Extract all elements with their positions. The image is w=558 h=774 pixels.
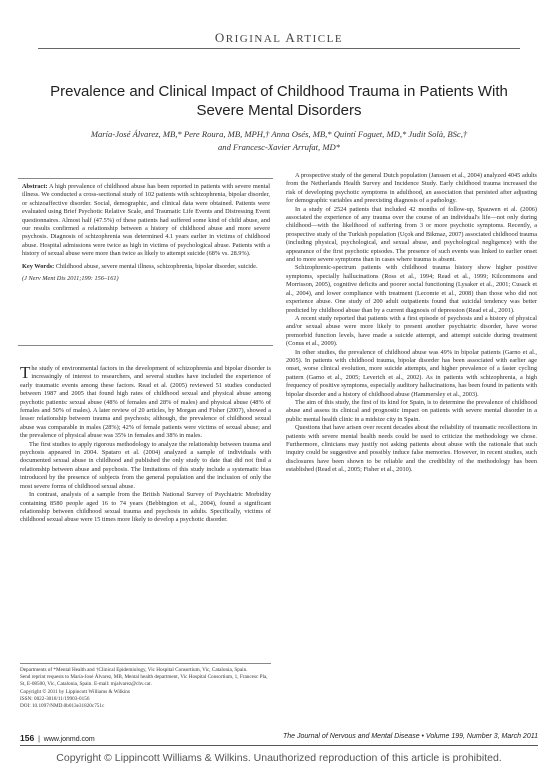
keywords: [22, 263, 270, 271]
section-word: RTICLE: [296, 33, 344, 45]
journal-url[interactable]: www.jonmd.com: [43, 736, 95, 743]
abstract: [22, 183, 270, 283]
citation: (J Nerv Ment Dis 2011;199: 156–161): [22, 275, 119, 283]
abstract-label: Abstract:: [22, 183, 48, 190]
footnote: DOI: 10.1097/NMD.0b013e31820c751c: [20, 703, 105, 710]
copyright-notice: Copyright © Lippincott Williams & Wilkins. Unauthorized reproduction of this article is prohibited.: [56, 752, 502, 764]
paragraph: In other studies, the prevalence of childhood abuse was 49% in bipolar patients (Garno et al., 2005). In patients with childhood trauma, bipolar disorder has been associated with earlier age onset, worse clinical evolution, more suicide attempts, and higher prevalence of a faster cycling pattern (Garno et al., 2005; Leverich et al., 2002). As in patients with schizophrenia, a high frequency of positive symptoms, especially auditory hallucinations, has been found in patients with bipolar disorder and a history of childhood abuse (Hammersley et al., 2003).: [286, 348, 537, 398]
paragraph: Questions that have arisen over recent decades about the reliability of traumatic recollections in patients with severe mental health needs could be used to criticize the methodology we chose. Furthermore, clinicians may justify not asking patients about abuse with the rationale that such inquiry could be suggestive and possibly induce false memories. However, in recent studies, such disclosures have been shown to be reliable and the credibility of the methodology has been established (Read et al., 2005; Fisher et al., 2010).: [286, 424, 537, 474]
footer-rule: [20, 745, 538, 746]
keywords-label: Key Words:: [22, 262, 55, 270]
article-title: Prevalence and Clinical Impact of Childhood Trauma in Patients With Severe Mental Disorders: [50, 83, 508, 119]
paragraph: A recent study reported that patients with a first episode of psychosis and a history of physical and/or sexual abuse were more likely to present another psychiatric disorder, have worse premorbid function levels, have made a suicide attempt, and attempt suicide during treatment (Conus et al., 2009).: [286, 314, 537, 348]
section-header: [0, 30, 558, 46]
paragraph: The first studies to apply rigorous methodology to analyze the relationship between trauma and psychosis appeared in 2004. Spataro et al. (2004) analyzed a sample of individuals with documented sexual abuse in childhood and published the only study to date that did not find a relationship between abuse and psychosis. The limitations of this study include a systematic bias introduced by the presence of subjects from the general population and the inclusion of only the most severe forms of childhood sexual abuse.: [20, 440, 271, 490]
author-line: María-José Álvarez, MB,* Pere Roura, MB, MPH,† Anna Osés, MB,* Quintí Foguet, MD,* Judit Solà, BSc,†: [90, 129, 468, 139]
page-footer: 156 | www.jonmd.com The Journal of Nervous and Mental Disease • Volume 199, Number 3, March 2011: [20, 733, 538, 743]
header-rule: [38, 48, 520, 49]
abstract-text: A high prevalence of childhood abuse has been reported in patients with severe mental illness. We conducted a cross-sectional study of 102 patients with schizophrenia, bipolar disorder, or schizoaffective disorder. Social, demographic, and clinical data were obtained. Patients were evaluated using Brief Psychotic Relative Scale, and Traumatic Life Events and Distressing Event questionnaires. Almost half (47.5%) of these patients had suffered some kind of child abuse, and our results confirmed a relationship between a history of childhood abuse and more severe psychosis. Diagnosis of schizophrenia was determined 4.1 years earlier in victims of childhood abuse. Hospital admissions were twice as high in victims of psychological abuse. Patients with a history of sexual abuse were more than twice as likely to attempt suicide (68% vs. 28.9%).: [22, 183, 271, 258]
right-column: [286, 172, 537, 475]
footnote: Departments of *Mental Health and †Clinical Epidemiology, Vic Hospital Consortium, Vic, Catalonia, Spain.: [20, 667, 248, 673]
section-letter: A: [285, 30, 297, 45]
paragraph: The aim of this study, the first of its kind for Spain, is to determine the prevalence of childhood abuse and assess its clinical and prognostic impact on patients with severe mental disorder in a public mental health clinic in a midsize city in Spain.: [286, 398, 537, 423]
footnote: Send reprint requests to María-José Álvarez, MB, Mental health department, Vic Hospital Consortium, 1, Francesc Pla, St, E-08500, Vic, Catalonia, Spain. E-mail: mjalvarez@chv.cat.: [20, 674, 268, 688]
footnote: ISSN: 0022-3018/11/19903-0156: [20, 695, 90, 702]
paragraph: In a study of 2524 patients that included 42 months of follow-up, Spauwen et al. (2006) associated the experience of any trauma over the course of an individual's life—not only during childhood—with the likelihood of suffering from 3 or more psychotic symptoms. Recently, a prospective study of the Turkish population (Uçok and Bikmaz, 2007) associated childhood trauma (including physical, psychological, and sexual abuse, and psychological negligence) with the appearance of the first psychotic episodes. The presence of such events was linked to earlier onset and to more severe symptoms than in cases where trauma is absent.: [286, 205, 537, 264]
drop-cap: T: [20, 363, 31, 382]
section-word: RIGINAL: [225, 33, 282, 45]
author-line: and Francesc-Xavier Arrufat, MD*: [217, 142, 341, 152]
footnotes: [20, 663, 271, 710]
page-number: 156: [20, 733, 35, 743]
paragraph: A prospective study of the general Dutch population (Janssen et al., 2004) analyzed 4045 adults from the Netherlands Health Survey and Incidence Study. Early childhood trauma increased the risk of developing psychotic symptoms in adulthood, an association that persisted after adjusting for demographic variables and preexisting diagnosis of a pathology.: [286, 172, 537, 205]
paragraph: In contrast, analysis of a sample from the British National Survey of Psychiatric Morbidity containing 8580 people aged 16 to 74 years (Bebbington et al., 2004), found a significant relationship between childhood sexual trauma and psychosis in adults. Specifically, victims of childhood sexual abuse were 15 times more likely to develop a psychotic disorder.: [20, 491, 271, 524]
abstract-paragraph: [22, 183, 270, 259]
footnote: Copyright © 2011 by Lippincott Williams & Wilkins: [20, 688, 130, 695]
author-list: [50, 128, 508, 154]
section-letter: O: [214, 30, 226, 45]
left-column: [20, 365, 271, 525]
paragraph: [20, 365, 271, 441]
journal-info: The Journal of Nervous and Mental Disease • Volume 199, Number 3, March 2011: [283, 733, 538, 740]
keywords-text: Childhood abuse, severe mental illness, schizophrenia, bipolar disorder, suicide.: [55, 262, 258, 270]
paragraph: Schizophrenic-spectrum patients with childhood trauma history show higher positive symptoms, specially hallucinations (Ross et al., 1994; Read et al., 1999; Kilcommons and Morrisson, 2005), cognitive deficits and poorer social functioning (Lysaker et al., 2001; Cusack et al., 2004), and lower compliance with treatment (Lecomte et al., 2008) than those who did not experience abuse. One study of 200 adult outpatients found that suicidal tendency was better predicted by childhood abuse than by a current diagnosis of depression (Read et al., 2001).: [286, 264, 537, 314]
paragraph-text: he study of environmental factors in the development of schizophrenia and bipolar disorder is increasingly of interest to researchers, and several studies have included the experience of early traumatic events among these factors. Read et al. (2005) reviewed 51 studies conducted between 1987 and 2005 that found high rates of childhood sexual and physical abuse among psychotic patients: sexual abuse (48% of females and 28% of males) and physical abuse (48% of females and 50% of males). A later review of 20 articles, by Morgan and Fisher (2007), showed a lesser relationship between trauma and psychosis; although, the prevalence of childhood sexual abuse was comparable in males (28%); 42% of female patients were victims of sexual abuse; and the prevalence of physical abuse was 35% in females and 38% in males.: [20, 365, 271, 440]
